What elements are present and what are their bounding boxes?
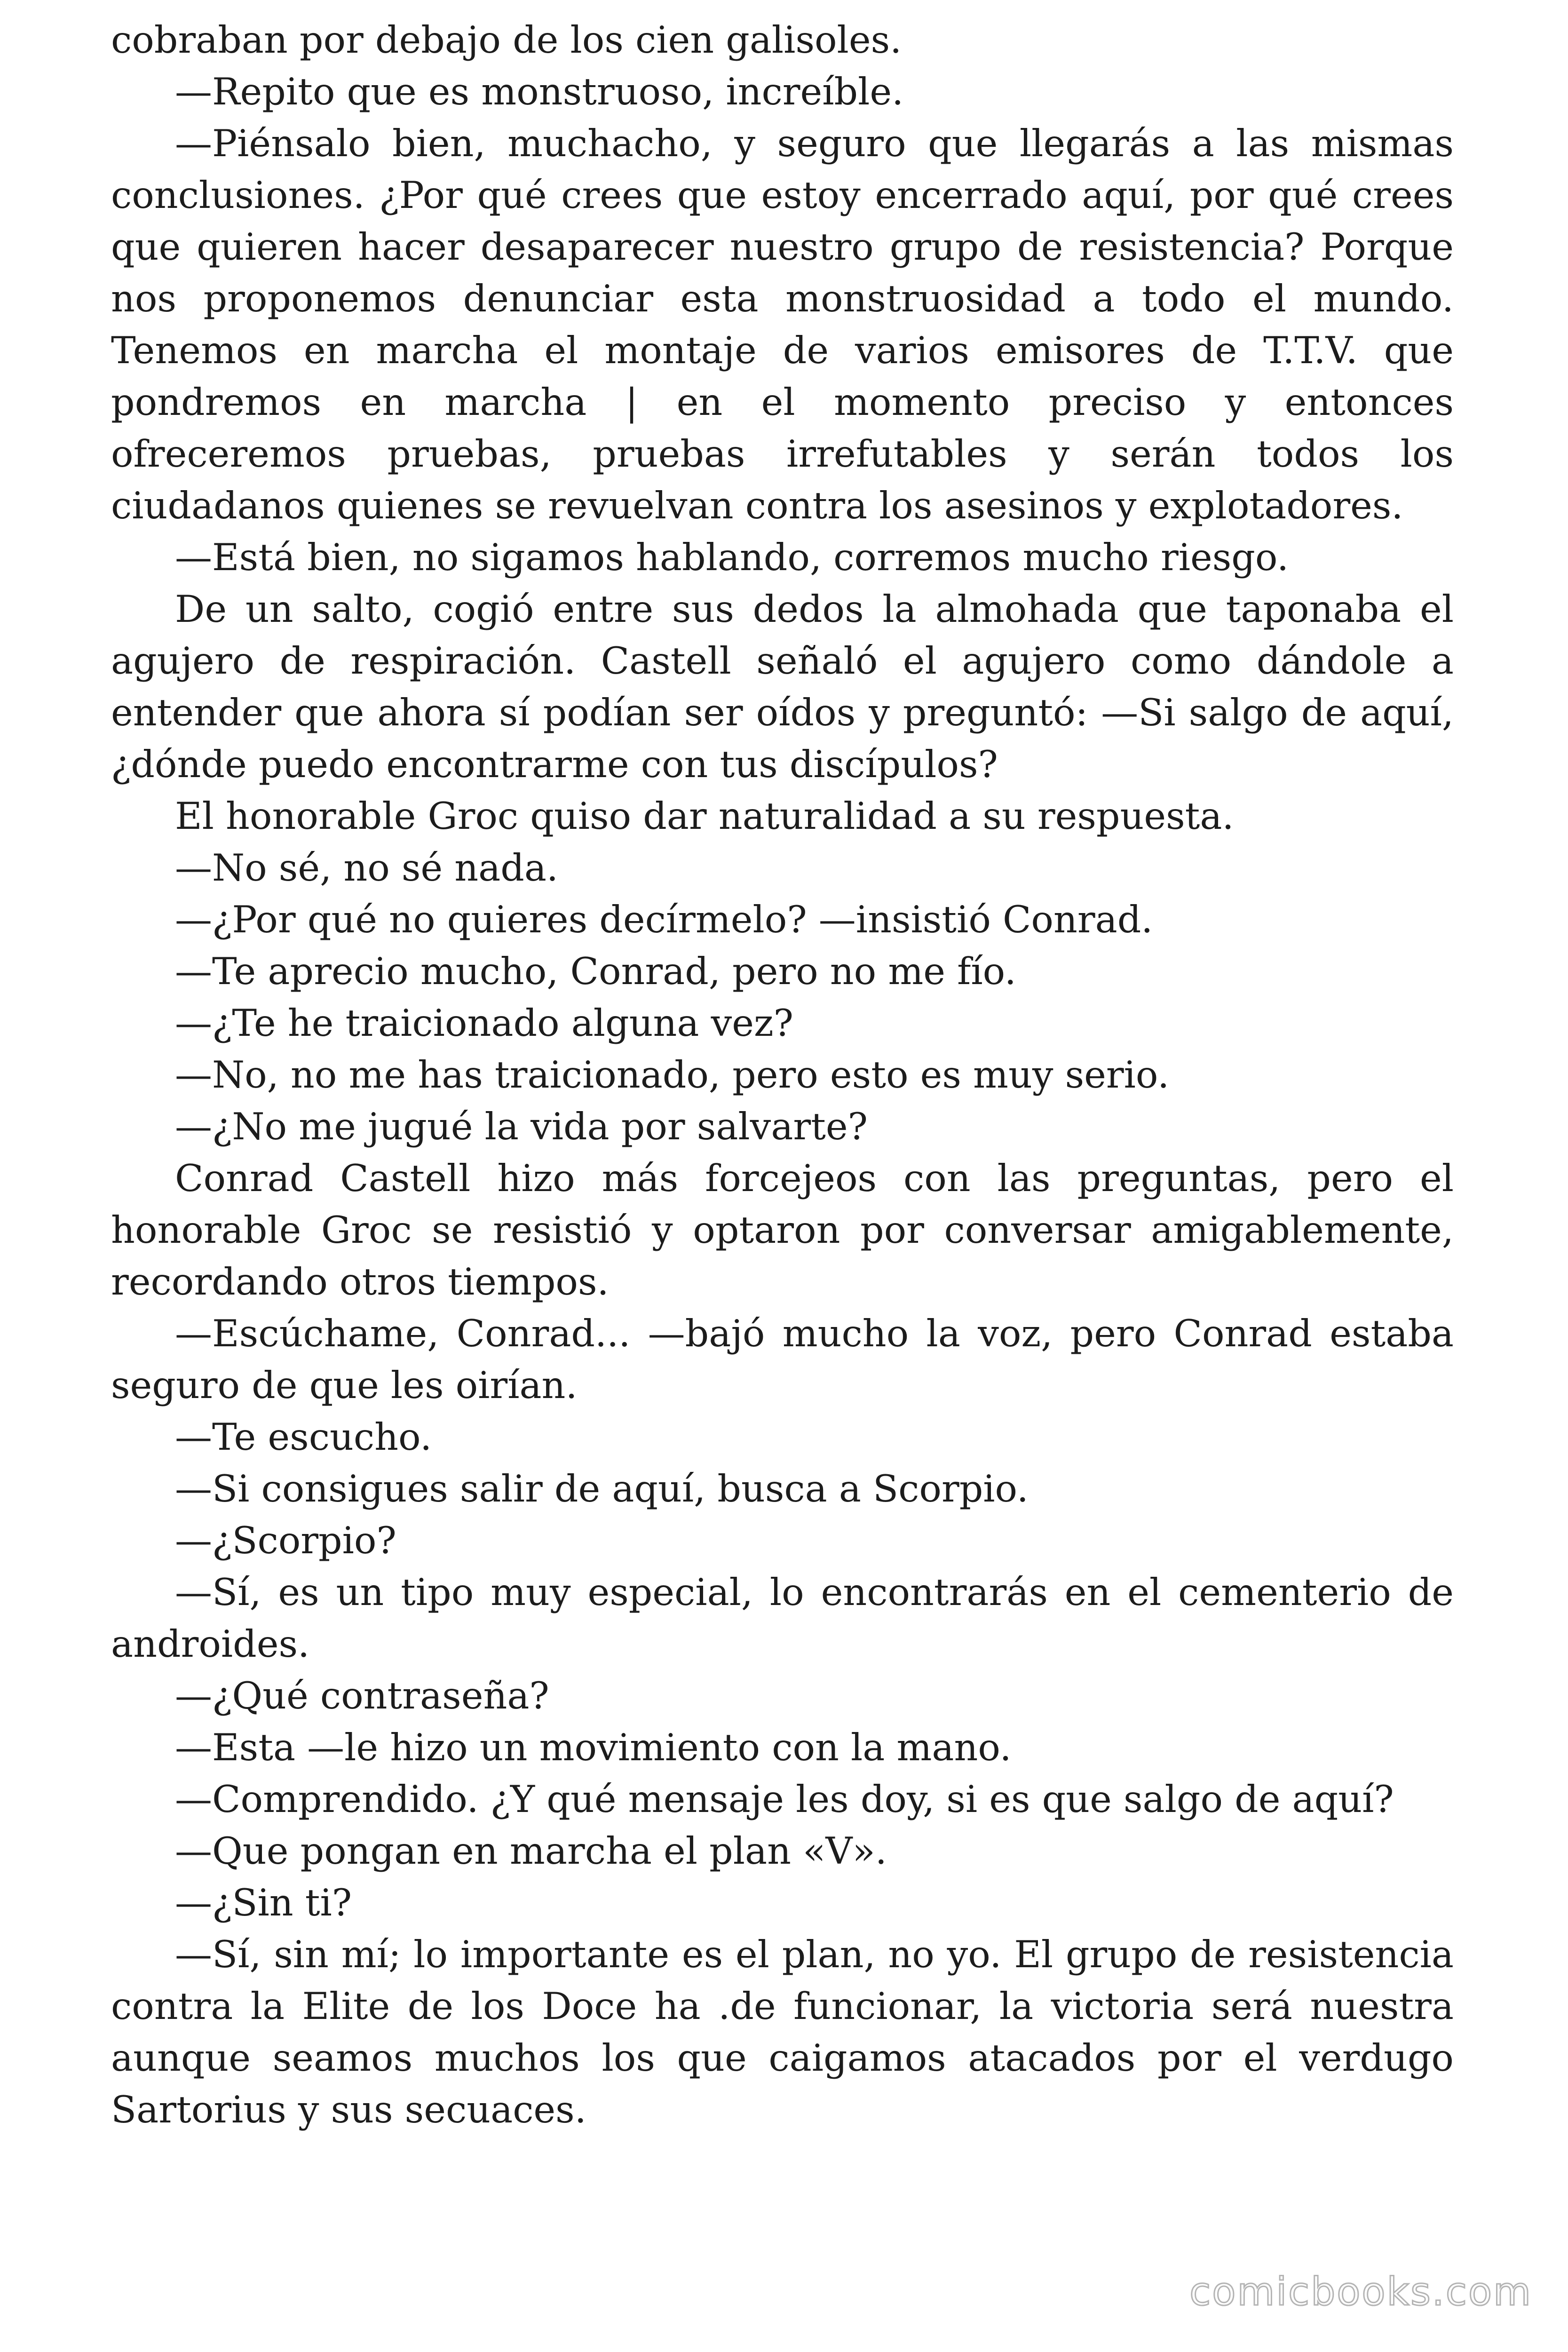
paragraph: —Escúchame, Conrad... —bajó mucho la voz, pero Conrad estaba seguro de que les oirían. [111, 1312, 1454, 1407]
paragraph: De un salto, cogió entre sus dedos la almohada que taponaba el agujero de respiración. Castell señaló el agujero como dándole a entender que ahora sí podían ser oídos y preguntó: —Si salgo de aquí, ¿dónde puedo encontrarme con tus discípulos? [111, 588, 1454, 786]
paragraph: El honorable Groc quiso dar naturalidad a su respuesta. [175, 795, 1234, 838]
paragraph: —Está bien, no sigamos hablando, corremos mucho riesgo. [175, 536, 1289, 579]
paragraph: —No sé, no sé nada. [175, 846, 559, 890]
paragraph: —Piénsalo bien, muchacho, y seguro que llegarás a las mismas conclusiones. ¿Por qué crees que estoy encerrado aquí, por qué crees que quieren hacer desaparecer nuestro grupo de resistencia? Porque nos proponemos denunciar esta monstruosidad a todo el mundo. Tenemos en marcha el montaje de varios emisores de T.T.V. que pondremos en marcha | en el momento preciso y entonces ofreceremos pruebas, pruebas irrefutables y serán todos los ciudadanos quienes se revuelvan contra los asesinos y explotadores. [111, 122, 1454, 527]
paragraph: —¿Por qué no quieres decírmelo? —insistió Conrad. [175, 898, 1153, 941]
paragraph: —Sí, sin mí; lo importante es el plan, no yo. El grupo de resistencia contra la Elite de los Doce ha .de funcionar, la victoria será nuestra aunque seamos muchos los que caigamos atacados por el verdugo Sartorius y sus secuaces. [111, 1933, 1454, 2131]
paragraph: —¿Qué contraseña? [175, 1674, 549, 1717]
paragraph: —No, no me has traicionado, pero esto es muy serio. [175, 1053, 1170, 1097]
watermark: comicbooks.com [1189, 2270, 1532, 2314]
paragraph: —¿Te he traicionado alguna vez? [175, 1001, 793, 1045]
paragraph: —¿Scorpio? [175, 1519, 396, 1562]
paragraph: —Esta —le hizo un movimiento con la mano. [175, 1726, 1012, 1769]
page-text [111, 14, 1454, 2136]
paragraph: —Que pongan en marcha el plan «V». [175, 1829, 887, 1873]
paragraph: —¿No me jugué la vida por salvarte? [175, 1105, 868, 1148]
paragraph: —¿Sin ti? [175, 1881, 352, 1924]
paragraph: —Repito que es monstruoso, increíble. [175, 70, 904, 113]
paragraph: —Te aprecio mucho, Conrad, pero no me fío. [175, 950, 1016, 993]
paragraph: —Sí, es un tipo muy especial, lo encontrarás en el cementerio de androides. [111, 1571, 1454, 1666]
paragraph-continuation: cobraban por debajo de los cien galisoles. [111, 18, 902, 62]
paragraph: —Te escucho. [175, 1415, 432, 1459]
paragraph: —Comprendido. ¿Y qué mensaje les doy, si es que salgo de aquí? [175, 1778, 1394, 1821]
paragraph: Conrad Castell hizo más forcejeos con las preguntas, pero el honorable Groc se resistió y optaron por conversar amigablemente, recordando otros tiempos. [111, 1157, 1454, 1303]
paragraph: —Si consigues salir de aquí, busca a Scorpio. [175, 1467, 1029, 1510]
